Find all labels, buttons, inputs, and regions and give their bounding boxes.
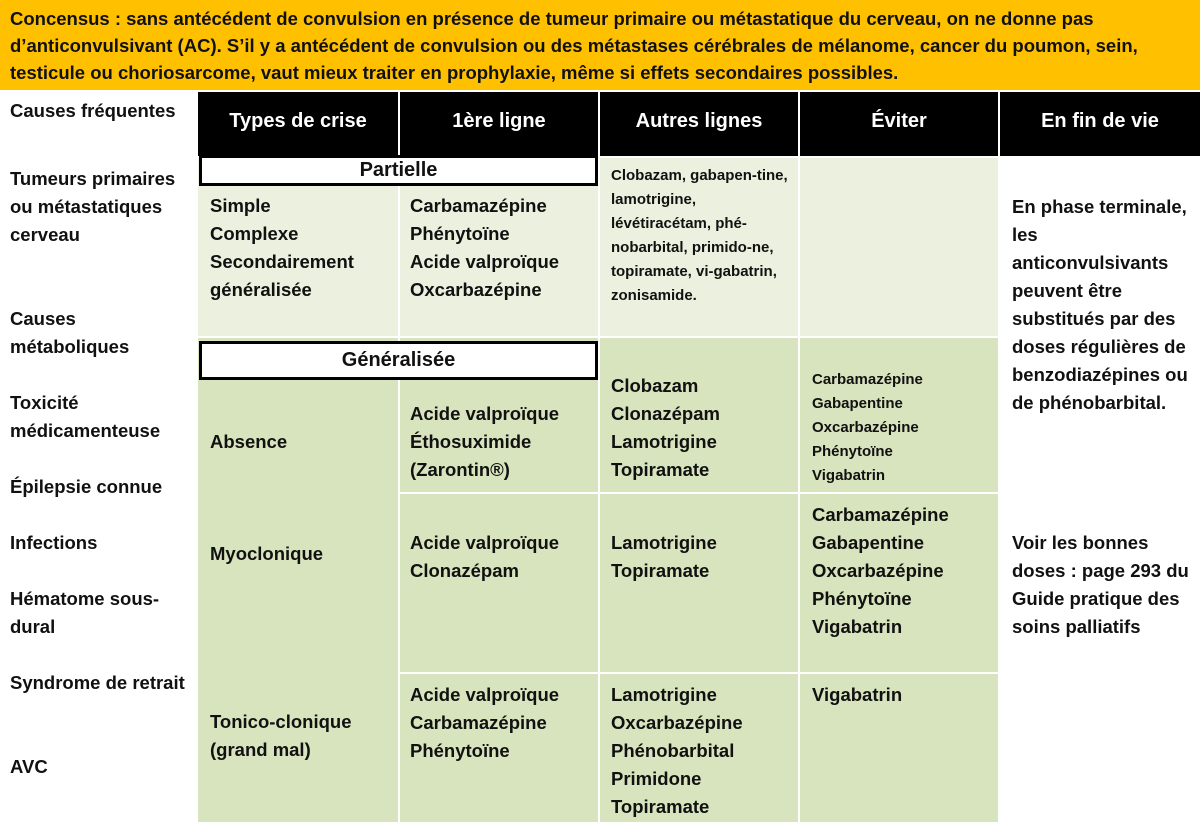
tonico-other-lines-cell [600, 674, 798, 822]
cause-item: AVC [10, 756, 48, 777]
absence-avoid: Vigabatrin [812, 467, 886, 484]
myoclonique-other-line: Topiramate [611, 560, 710, 581]
cause-item: Tumeurs primaires ou métastatiques cerveau [10, 168, 176, 245]
partielle-first-line: Oxcarbazépine [410, 279, 542, 300]
end-of-life-cell [1000, 158, 1200, 822]
causes-column [0, 90, 198, 822]
absence-avoid-cell [800, 338, 998, 492]
myoclonique-avoid: Oxcarbazépine [812, 560, 944, 581]
partielle-label [199, 155, 598, 186]
partielle-other-lines: Clobazam, gabapen-tine, lamotrigine, lévétiracétam, phé-nobarbital, primido-ne, topiramate, vi-gabatrin, zonisamide. [611, 167, 788, 304]
absence-other-line: Topiramate [611, 459, 710, 480]
tonico-first-line: Phénytoïne [410, 740, 510, 761]
generalisee-types-cell [198, 338, 398, 822]
absence-other-lines-cell [600, 338, 798, 492]
absence-avoid: Phénytoïne [812, 443, 893, 460]
tonico-avoid-cell [800, 674, 998, 822]
partielle-first-line: Carbamazépine [410, 195, 547, 216]
cause-item: Syndrome de retrait [10, 672, 185, 693]
partielle-type: Secondairement généralisée [210, 251, 354, 300]
tonico-first-line-cell [400, 674, 598, 822]
header-premiere-ligne: 1ère ligne [400, 92, 598, 156]
absence-avoid: Gabapentine [812, 395, 903, 412]
myoclonique-avoid: Carbamazépine [812, 504, 949, 525]
myoclonique-avoid: Phénytoïne [812, 588, 912, 609]
tonico-other-line: Phénobarbital [611, 740, 735, 761]
absence-avoid: Oxcarbazépine [812, 419, 919, 436]
myoclonique-other-line: Lamotrigine [611, 532, 717, 553]
absence-other-line: Lamotrigine [611, 431, 717, 452]
partielle-first-line: Acide valproïque [410, 251, 560, 272]
myoclonique-avoid: Gabapentine [812, 532, 925, 553]
cause-item: Infections [10, 532, 98, 553]
type-absence: Absence [210, 431, 288, 452]
causes-title: Causes fréquentes [10, 100, 176, 121]
tonico-other-line: Lamotrigine [611, 684, 717, 705]
myoclonique-first-line-cell [400, 494, 598, 672]
header-eviter: Éviter [800, 92, 998, 156]
partielle-label-text: Partielle [359, 159, 438, 181]
absence-avoid: Carbamazépine [812, 371, 923, 388]
header-fin-de-vie: En fin de vie [1000, 92, 1200, 156]
consensus-banner [0, 0, 1200, 90]
tonico-first-line: Acide valproïque [410, 684, 560, 705]
myoclonique-first-line: Acide valproïque [410, 532, 560, 553]
absence-other-line: Clobazam [611, 375, 699, 396]
partielle-avoid-cell [800, 158, 998, 336]
partielle-type: Complexe [210, 223, 299, 244]
tonico-other-line: Topiramate [611, 796, 710, 817]
absence-first-line: (Zarontin®) [410, 459, 510, 480]
tonico-first-line: Carbamazépine [410, 712, 547, 733]
myoclonique-other-lines-cell [600, 494, 798, 672]
cause-item: Épilepsie connue [10, 476, 163, 497]
partielle-type: Simple [210, 195, 271, 216]
cause-item: Toxicité médicamenteuse [10, 392, 161, 441]
end-of-life-reference: Voir les bonnes doses : page 293 du Guide pratique des soins palliatifs [1012, 532, 1189, 637]
header-types-de-crise: Types de crise [198, 92, 398, 156]
absence-first-line: Acide valproïque [410, 403, 560, 424]
absence-other-line: Clonazépam [611, 403, 720, 424]
tonico-other-line: Primidone [611, 768, 702, 789]
cause-item: Causes métaboliques [10, 308, 130, 357]
myoclonique-avoid-cell [800, 494, 998, 672]
partielle-first-line: Phénytoïne [410, 223, 510, 244]
generalisee-label-text: Généralisée [341, 349, 456, 371]
consensus-text: Concensus : sans antécédent de convulsion en présence de tumeur primaire ou métastatique du cerveau, on ne donne pas d’anticonvulsivant (AC). S’il y a antécédent de convulsion ou des métastases cérébrales de mélanome, cancer du poumon, sein, testicule ou choriosarcome, vaut mieux traiter en prophylaxie, même si effets secondaires possibles. [10, 8, 1138, 83]
myoclonique-avoid: Vigabatrin [812, 616, 903, 637]
type-tonico-clonique: Tonico-clonique (grand mal) [210, 711, 352, 760]
header-autres-lignes: Autres lignes [600, 92, 798, 156]
generalisee-label [199, 341, 598, 380]
end-of-life-text: En phase terminale, les anticonvulsivants peuvent être substitués par des doses régulières de benzodiazépines ou de phénobarbital. [1012, 196, 1188, 413]
type-myoclonique: Myoclonique [210, 543, 324, 564]
tonico-avoid: Vigabatrin [812, 684, 903, 705]
tonico-other-line: Oxcarbazépine [611, 712, 743, 733]
cause-item: Hématome sous-dural [10, 588, 160, 637]
partielle-other-lines-cell [600, 158, 798, 336]
myoclonique-first-line: Clonazépam [410, 560, 519, 581]
absence-first-line: Éthosuximide [410, 431, 532, 452]
